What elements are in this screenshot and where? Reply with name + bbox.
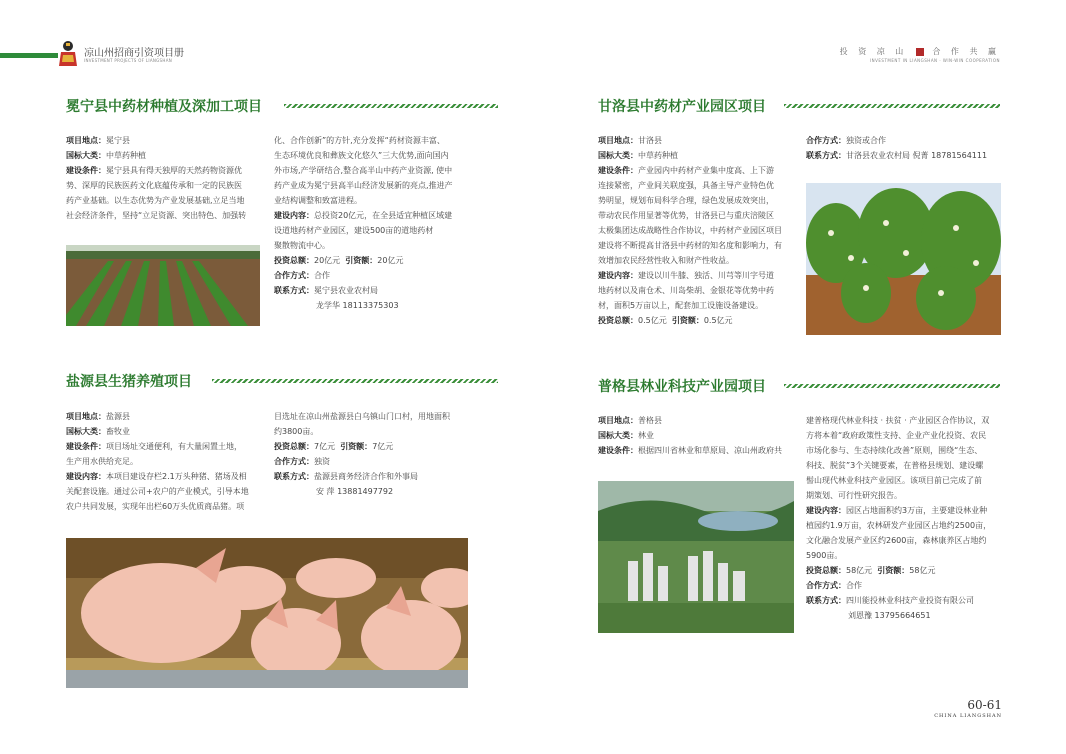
- title-rule: [212, 379, 498, 383]
- project-info-left: 项目地点：普格县 国标大类：林业 建设条件：根据四川省林业和草原局、凉山州政府共: [598, 416, 782, 455]
- title-rule: [284, 104, 498, 108]
- herb-field-photo: [66, 245, 260, 326]
- title-rule: [784, 104, 1000, 108]
- project-info-right: 建普格现代林业科技 · 扶贫 · 产业园区合作协议，双 方将本着“政府政策性支持、企业产业化投资、农民 市场化参与、生态持续化改善”原则，围绕“生态、 科技、脱贫”3个关键要素，在普格县规划、建设螺 髻山现代林业科技产业园区。该项目前已完成了前 期策划、可行性研究报告。 建设内容：园区占地面积约3万亩，主要建设林业种 植园约1.9万亩，农林研发产业园区占地约2500亩， 文化融合发展产业区约2600亩，森林康养区占地约 5900亩。 投资总额：58亿元 引资额：58亿元 合作方式：合作 联系方式：四川能投林业科技产业投资有限公司 刘恩豫 13795664651: [806, 416, 992, 620]
- project-contact: 合作方式：独资或合作 联系方式：甘洛县农业农村局 倪菁 18781564111: [806, 136, 988, 160]
- header-accent-bar: [0, 53, 58, 58]
- pigs-photo: [66, 538, 468, 688]
- project-info-left: 项目地点：冕宁县 国标大类：中草药种植 建设条件：冕宁县具有得天独厚的天然药物资源优 势、深厚的民族医药文化底蕴传承和一定的民族医 药产业基础。以生态优势为产业发展基础,立足当地 社会经济条件，坚持“立足资源、突出特色、加强转: [66, 136, 247, 220]
- project-title: 冕宁县中药材种植及深加工项目: [66, 99, 262, 115]
- page-number: 60-61: [967, 698, 1002, 712]
- forestry-park-photo: [598, 481, 794, 633]
- brand-title: 凉山州招商引资项目册: [84, 48, 184, 59]
- page-number-sub: CHINA LIANGSHAN: [934, 713, 1002, 719]
- honeysuckle-photo: [806, 183, 1001, 335]
- header-slogan: 投 资 凉 山 合 作 共 赢: [839, 47, 1000, 56]
- project-title: 盐源县生猪养殖项目: [66, 374, 192, 390]
- header-slogan-sub: INVESTMENT IN LIANGSHAN · WIN-WIN COOPERATION: [869, 58, 1000, 63]
- project-title: 甘洛县中药材产业园区项目: [598, 99, 766, 115]
- title-rule: [784, 384, 1000, 388]
- project-info-left: 项目地点：甘洛县 国标大类：中草药种植 建设条件：产业园内中药材产业集中度高、上下游 连接紧密，产业间关联度强，具备主导产业特色优 势明显，规划布局科学合理，绿色发展成效突出， 带动农民作用显著等优势，甘洛县已与重庆涪陵区 太极集团达成战略性合作协议，中药材产业园区项目 建设将不断提高甘洛县中药材的知名度和影响力，有 效增加农民经营性收入和财产性收益。 建设内容：建设以川牛膝、独活、川芎等川字号道 地药材以及南仓术、川岛柴胡、金银花等优势中药 材，面积5万亩以上，配套加工设施设备建设。 投资总额：0.5亿元 引资额：0.5亿元: [598, 136, 782, 325]
- brand-subtitle: INVESTMENT PROJECTS OF LIANGSHAN: [84, 58, 173, 63]
- slogan-square-icon: [916, 48, 924, 56]
- project-info-left: 项目地点：盐源县 国标大类：畜牧业 建设条件：项目场址交通便利，有大量闲置土地， 生产用水供给充足。 建设内容：本项目建设存栏2.1万头种猪、猪场及相 关配套设施。通过公司+农户的产业模式，引导本地 农户共同发展，实现年出栏60万头优质商品猪。项: [66, 412, 249, 511]
- liangshan-logo-icon: [58, 40, 78, 66]
- project-info-right: 目选址在凉山州盐源县白乌镇山门口村，用地面积 约3800亩。 投资总额：7亿元 引资额：7亿元 合作方式：独资 联系方式：盐源县商务经济合作和外事局 安 萍 13881497792: [274, 412, 450, 496]
- project-info-right: 化、合作创新”的方针,充分发挥“药材资源丰富、 生态环境优良和彝族文化悠久”三大优势,面向国内 外市场,产学研结合,整合高半山中药产业资源, 使中 药产业成为冕宁县高半山经济发展新的亮点,推进产 业结构调整和致富进程。 建设内容：总投资20亿元，在全县适宜种植区域建 设道地药材产业园区，建设500亩的道地药材 聚散物流中心。 投资总额：20亿元 引资额：20亿元 合作方式：合作 联系方式：冕宁县农业农村局 龙学华 18113375303: [274, 136, 453, 310]
- project-title: 普格县林业科技产业园项目: [598, 379, 766, 395]
